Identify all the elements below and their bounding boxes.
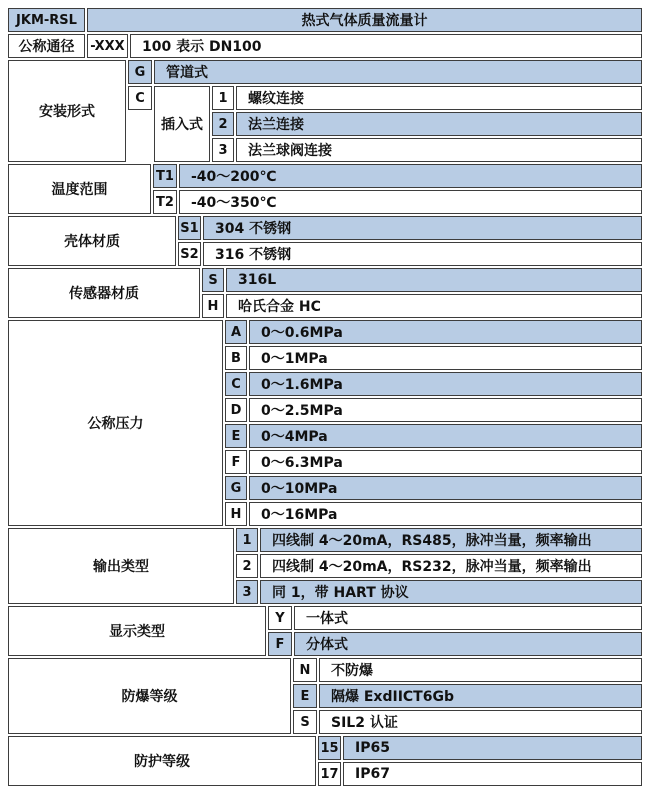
code-cell: H [225, 502, 247, 526]
option-row [212, 138, 642, 162]
option-row [128, 60, 642, 84]
desc-cell: SIL2 认证 [319, 710, 642, 734]
desc-cell: 法兰球阀连接 [236, 138, 642, 162]
code-cell: D [225, 398, 247, 422]
desc-cell: 0～10MPa [249, 476, 642, 500]
option-row [225, 320, 642, 344]
row-label-housing-material: 壳体材质 [8, 216, 176, 266]
code-cell: 1 [212, 86, 234, 110]
desc-cell: 一体式 [294, 606, 642, 630]
row-label-sensor-material: 传感器材质 [8, 268, 200, 318]
code-cell: 2 [212, 112, 234, 136]
option-row [293, 684, 642, 708]
desc-cell: 法兰连接 [236, 112, 642, 136]
code-cell: F [268, 632, 292, 656]
option-row [225, 476, 642, 500]
options-temperature-range [153, 164, 642, 214]
row-label-install-type: 安装形式 [8, 60, 126, 162]
code-cell: S [202, 268, 224, 292]
options-output-type [236, 528, 642, 604]
section-display-type [8, 606, 642, 656]
desc-cell: 分体式 [294, 632, 642, 656]
desc-cell: 哈氏合金 HC [226, 294, 642, 318]
code-cell: -XXX [87, 34, 128, 58]
section-nominal-diameter [8, 34, 642, 58]
option-row [178, 242, 642, 266]
desc-cell: 100 表示 DN100 [130, 34, 642, 58]
options-protection-rating [318, 736, 642, 786]
desc-cell: 0～4MPa [249, 424, 642, 448]
desc-cell: IP67 [343, 762, 642, 786]
desc-cell: 四线制 4～20mA，RS232，脉冲当量，频率输出 [260, 554, 642, 578]
row-label-temperature-range: 温度范围 [8, 164, 151, 214]
code-cell: S1 [178, 216, 201, 240]
code-cell: 2 [236, 554, 258, 578]
option-row [225, 502, 642, 526]
code-cell: E [225, 424, 247, 448]
option-row [293, 658, 642, 682]
option-row [318, 736, 642, 760]
code-cell: G [128, 60, 152, 84]
desc-cell: 0～0.6MPa [249, 320, 642, 344]
section-sensor-material [8, 268, 642, 318]
option-row [268, 606, 642, 630]
options-explosion-proof-rating [293, 658, 642, 734]
section-temperature-range [8, 164, 642, 214]
code-cell: T2 [153, 190, 177, 214]
section-install-type [8, 60, 642, 162]
row-label-insertion-type: 插入式 [154, 86, 210, 162]
row-label-display-type: 显示类型 [8, 606, 266, 656]
code-cell: C [225, 372, 247, 396]
section-explosion-proof-rating [8, 658, 642, 734]
option-row [268, 632, 642, 656]
code-cell: H [202, 294, 224, 318]
code-cell: G [225, 476, 247, 500]
options-display-type [268, 606, 642, 656]
section-protection-rating [8, 736, 642, 786]
desc-cell: 316L [226, 268, 642, 292]
desc-cell: 管道式 [154, 60, 642, 84]
option-row [153, 164, 642, 188]
option-row [212, 112, 642, 136]
code-cell: 1 [236, 528, 258, 552]
option-row [153, 190, 642, 214]
option-row [128, 86, 642, 162]
model-selection-table [8, 8, 642, 786]
option-row [225, 424, 642, 448]
desc-cell: IP65 [343, 736, 642, 760]
option-row [202, 268, 642, 292]
code-cell: E [293, 684, 317, 708]
code-cell: F [225, 450, 247, 474]
options-insertion-type [212, 86, 642, 162]
section-housing-material [8, 216, 642, 266]
options-install-type [128, 60, 642, 162]
desc-cell: 0～6.3MPa [249, 450, 642, 474]
desc-cell: 316 不锈钢 [203, 242, 642, 266]
code-cell: Y [268, 606, 292, 630]
desc-cell: 0～1.6MPa [249, 372, 642, 396]
option-row [225, 372, 642, 396]
desc-cell: 螺纹连接 [236, 86, 642, 110]
code-cell: 3 [212, 138, 234, 162]
code-cell: C [128, 86, 152, 110]
desc-cell: 同 1，带 HART 协议 [260, 580, 642, 604]
option-row [87, 34, 642, 58]
option-row [225, 450, 642, 474]
code-cell: 15 [318, 736, 341, 760]
option-row [202, 294, 642, 318]
row-label-protection-rating: 防护等级 [8, 736, 316, 786]
desc-cell: 0～16MPa [249, 502, 642, 526]
desc-cell: -40～350℃ [179, 190, 642, 214]
options-nominal-pressure [225, 320, 642, 526]
desc-cell: 304 不锈钢 [203, 216, 642, 240]
code-cell: 3 [236, 580, 258, 604]
row-label-explosion-proof-rating: 防爆等级 [8, 658, 291, 734]
product-title: 热式气体质量流量计 [87, 8, 642, 32]
section-nominal-pressure [8, 320, 642, 526]
desc-cell: 0～2.5MPa [249, 398, 642, 422]
desc-cell: 不防爆 [319, 658, 642, 682]
code-cell: A [225, 320, 247, 344]
code-cell: B [225, 346, 247, 370]
row-label-output-type: 输出类型 [8, 528, 234, 604]
options-housing-material [178, 216, 642, 266]
option-row [236, 528, 642, 552]
section-header [8, 8, 642, 32]
option-row [236, 580, 642, 604]
desc-cell: 隔爆 ExdIICT6Gb [319, 684, 642, 708]
code-cell: S2 [178, 242, 201, 266]
code-cell: 17 [318, 762, 341, 786]
option-row [236, 554, 642, 578]
desc-cell: -40～200℃ [179, 164, 642, 188]
option-row [225, 398, 642, 422]
option-row [225, 346, 642, 370]
code-cell: S [293, 710, 317, 734]
section-output-type [8, 528, 642, 604]
code-cell: N [293, 658, 317, 682]
option-row [212, 86, 642, 110]
option-row [178, 216, 642, 240]
option-row [318, 762, 642, 786]
desc-cell: 0～1MPa [249, 346, 642, 370]
options-nominal-diameter [87, 34, 642, 58]
row-label-nominal-pressure: 公称压力 [8, 320, 223, 526]
model-code: JKM-RSL [8, 8, 85, 32]
option-row [293, 710, 642, 734]
code-cell: T1 [153, 164, 177, 188]
row-label-nominal-diameter: 公称通径 [8, 34, 85, 58]
options-sensor-material [202, 268, 642, 318]
desc-cell: 四线制 4～20mA，RS485，脉冲当量，频率输出 [260, 528, 642, 552]
